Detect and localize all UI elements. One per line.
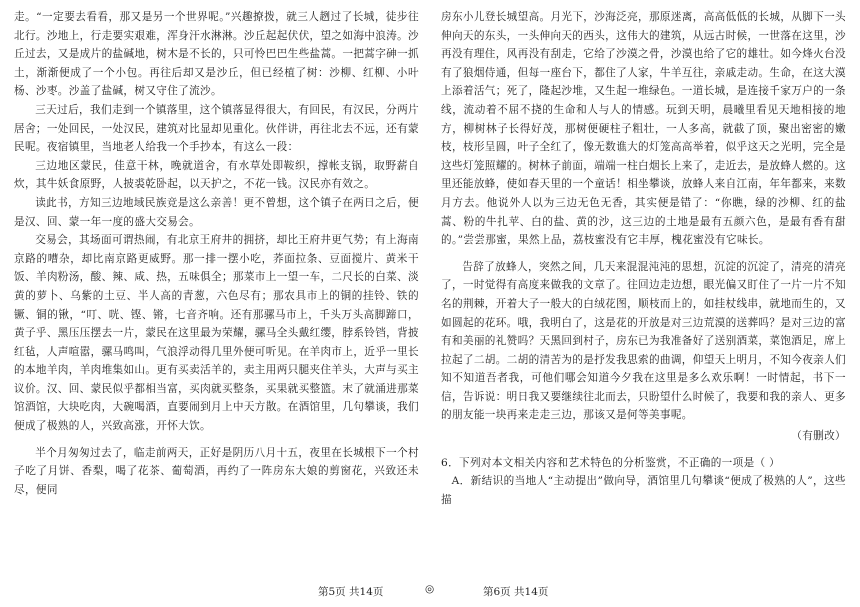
article-paragraph: 房东小儿登长城望高。月光下，沙海泛亮，那原迷离，高高低低的长城，从脚下一头伸向天的东头，一头伸向天的西头，这伟大的建筑，从远古时候，一世落在这里，沙再没有理住，风再没有刮走，它给了沙漠之骨，沙漠也给了它的雄壮。如今烽火台没有了狼烟侍通，但每一座台下，都住了人家，牛羊互往，亲戚走动。生命，在这大漠上添着活气；死了，隆起沙堆，又生起一堆绿色。一道长城，是连接千家万户的一条线，流动着不屈不挠的生命和人与人的情感。玩到天明，晨曦里看见天地相接的地方，柳树林子长得好茂，那树便硬柱子粗壮，一人多高，就截了顶，聚出密密的嫩枝，枝形呈圆，叶子全红了，像无数谯大的灯笼高高举着，似乎这天之光明，完全是这些灯笼照耀的。树林子前面，端端一柱白烟长上来了，走近去，是放蜂人燃的。这里还能放蜂，使如春天里的一个童话！相坐攀谈，放蜂人来自江南，年年都来，来数月方去。他说外人以为三边无色无香，其实便是错了：“你瞧，绿的沙柳、红的盐蒿、粉的牛扎苹、白的盐、黄的沙，这三边的土地是最有五颜六色，是最有香有甜的。”尝尝那蜜，果然上品，荔枝蜜没有它丰厚，槐花蜜没有它味长。 [441,11,846,247]
binding-mark-icon: ◎ [425,583,435,595]
article-paragraph: 读此书，方知三边地域民族竞是这么亲善！更不曾想，这个镇子在两日之后，便是汉、回、蒙一年一度的盛大交易会。 [14,196,419,228]
source-note: （有删改） [791,430,846,443]
right-page-number: 第6页 共14页 [483,586,549,598]
answer-option-a: A．新结识的当地人“主动提出”做向导，酒馆里几句攀谈“便成了极熟的人”，这些描 [441,475,846,506]
quoted-manuscript-excerpt: 三边地区蒙民，佳意干林，晚就道舍，有水草处即鞍织，撑帐支锅，取野薪自炊，其牛妖食原野，人披裘乾卧起，以天护之，不花一钱。汉民亦有效之。 [14,159,419,191]
article-paragraph: 走。“一定要去看看，那又是另一个世界呢。”兴趣撩拨，就三人趔过了长城，徒步往北行。沙地上，行走要实艰难，浑身汗水淋淋。沙丘起起伏伏，望之如海中浪涛。沙丘过去，又是成片的盐碱地，树木是不长的，只可怜巴巴生些盐蒿。一把蒿字砷一抓土，渐渐便成了一个小包。再往后却又是沙丘，但已经植了树：沙柳、红柳、小叶杨、沙枣。沙盖了盐碱，树又守住了流沙。 [14,11,419,98]
article-paragraph: 三天过后，我们走到一个镇落里，这个镇落显得很大，有回民，有汉民，分两片居舍；一处回民，一处汉民，建筑对比显却见重化。伙伴讲，再往北去不远，还有蒙民呢。夜宿镇里，当地老人给我一个手抄本，有这么一段： [14,103,419,154]
article-paragraph: 半个月匆匆过去了，临走前两天，正好是阴历八月十五，夜里在长城根下一个村子吃了月饼、香梨，喝了花茶、葡萄酒，再约了一阵房东大娘的剪窗花，兴致还未尽，便同 [14,446,419,496]
article-paragraph: 告辞了放蜂人，突然之间，几天来混混沌沌的思想，沉淀的沉淀了，清亮的清亮了，一时觉得有高度来做我的文章了。往回边走边想，眼光偏又盯住了一片一片不知名的荆棘，开着大子一般大的白绒花图，顺枝而上的，如挂杖线串，就地而生的，又如圆起的花环。哦，我明白了，这是花的开放是对三边荒漠的送葬吗？是对三边的富有和美丽的礼赞吗？天黑回到村子，房东已为我准备好了送别酒菜，菜饱酒足，席上拉起了二胡。二胡的清苦为的是抒发我思索的曲调，仰望天上明月，不知今夜亲人们知不知道吾者我，可他们哪会知道今夕我在这里是多么欢乐啊！一时情起，书下一信，告诉说：明日我又要继续往北而去，只盼望什么时候了，我要和我的亲人、更多的朋友能一块再来走走三边，那该又是何等美事呢。 [441,260,846,422]
left-page-column [14,8,419,499]
article-paragraph: 交易会，其场面可谓热闹，有北京王府井的拥挤，却比王府井更气势；有上海南京路的嘈杂，却比南京路更威野。那一排一摆小吃，荞面拉条、豆面搅片、黄米干饭、羊肉粉汤，酸、辣、咸、热，五味俱全；那菜市上一望一车，二尺长的白菜、淡黄的萝卜、乌紫的土豆、半人高的青葱，六色尽有；那农具市上的铜的挂铃、铁的镢、铜的锹，“叮、咣、铿、锵，七音齐响。还有那骡马市上，千头万头高脚蹄口，黄子乎、黑压压摆去一片，蒙民在这里最为荣耀，骡马全头戴红缨，脖系铃铛，背披红毡，人声喧嚣，骡马鸣叫，气浪浮动得几里外便可听见。在羊肉市上，近乎一里长的本地羊肉，羊肉堆集如山。更有买卖活羊的，卖主用两只腿夹住羊头，大声与买主议价。汉、回、蒙民似乎都相当富，买肉就买整条，买果就买整篮。末了就涌进那菜馆酒馆，大块吃肉，大碗喝酒，直要闹到月上中天方散。在酒馆里，几句攀谈，我们便成了极熟的人，兴致高涨，开怀大饮。 [14,234,419,433]
right-page-column [441,8,846,509]
question-stem: 6．下列对本文相关内容和艺术特色的分析鉴赏，不正确的一项是（ ） [441,456,781,469]
left-page-number: 第5页 共14页 [318,586,384,598]
